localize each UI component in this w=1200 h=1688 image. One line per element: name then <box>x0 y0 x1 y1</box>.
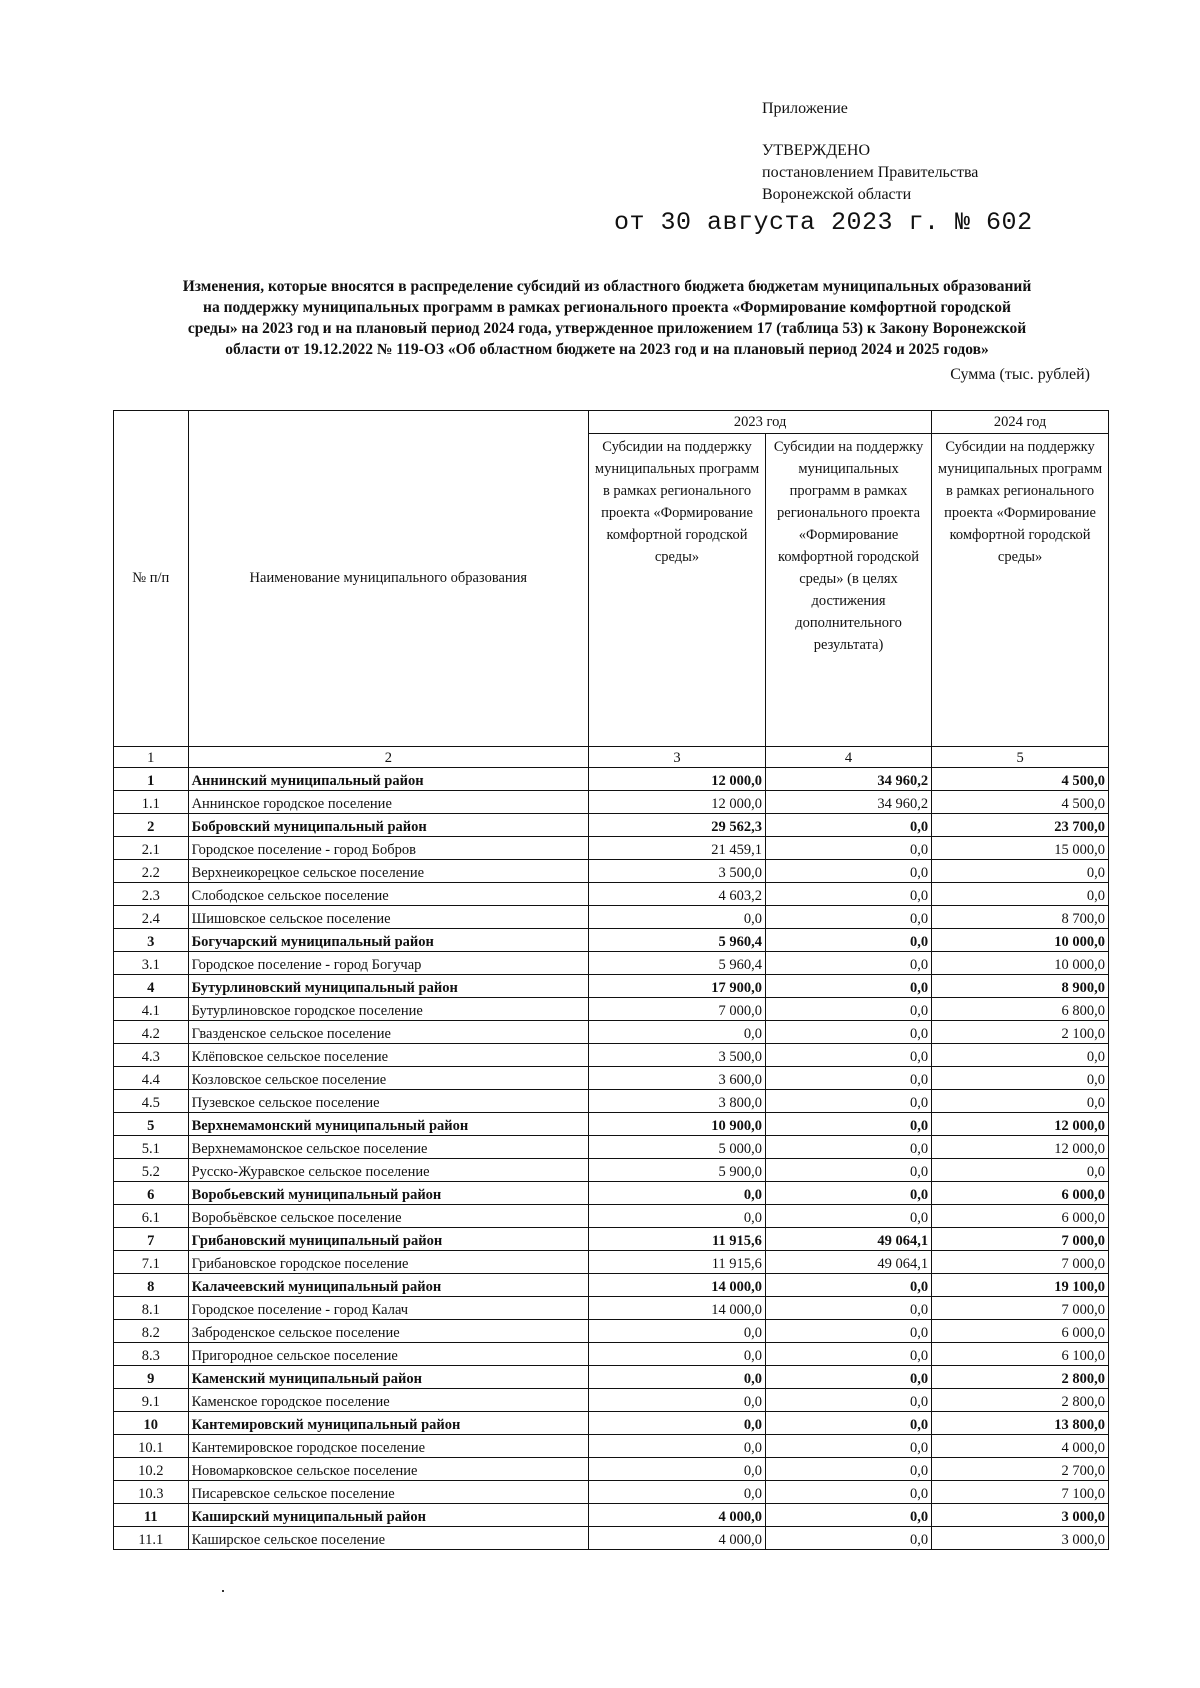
row-number: 9 <box>114 1366 189 1389</box>
title-line-1: Изменения, которые вносятся в распределение субсидий из областного бюджета бюджетам муниципальных образований <box>182 278 1032 295</box>
district-row <box>114 1228 1109 1251</box>
municipality-name: Аннинское городское поселение <box>188 791 589 814</box>
municipality-name: Русско-Журавское сельское поселение <box>188 1159 589 1182</box>
subsidy-2024-value: 4 000,0 <box>932 1435 1109 1458</box>
settlement-row <box>114 1458 1109 1481</box>
subsidy-2023-value: 5 960,4 <box>589 952 766 975</box>
row-number: 4.2 <box>114 1021 189 1044</box>
subsidy-2024-value: 2 800,0 <box>932 1366 1109 1389</box>
municipality-name: Городское поселение - город Бобров <box>188 837 589 860</box>
subsidy-2024-value: 10 000,0 <box>932 929 1109 952</box>
subsidy-2023-additional-value: 0,0 <box>765 1481 931 1504</box>
subsidy-2023-additional-value: 0,0 <box>765 1504 931 1527</box>
approved-label: УТВЕРЖДЕНО <box>762 142 871 159</box>
municipality-name: Верхнемамонское сельское поселение <box>188 1136 589 1159</box>
municipality-name: Каширское сельское поселение <box>188 1527 589 1550</box>
row-number: 11.1 <box>114 1527 189 1550</box>
header-year-2024: 2024 год <box>932 411 1109 434</box>
municipality-name: Писаревское сельское поселение <box>188 1481 589 1504</box>
row-number: 2.4 <box>114 906 189 929</box>
settlement-row <box>114 1159 1109 1182</box>
title-line-3: среды» на 2023 год и на плановый период 2024 года, утвержденное приложением 17 (таблица 53) к Закону Воронежской <box>187 320 1027 337</box>
subsidy-2023-additional-value: 0,0 <box>765 1320 931 1343</box>
municipality-name: Верхнемамонский муниципальный район <box>188 1113 589 1136</box>
subsidy-2023-additional-value: 0,0 <box>765 1274 931 1297</box>
subsidy-2023-additional-value: 0,0 <box>765 814 931 837</box>
settlement-row <box>114 1297 1109 1320</box>
municipality-name: Заброденское сельское поселение <box>188 1320 589 1343</box>
subsidy-2023-additional-value: 0,0 <box>765 1412 931 1435</box>
row-number: 8.3 <box>114 1343 189 1366</box>
subsidy-2023-value: 5 960,4 <box>589 929 766 952</box>
subsidy-2024-value: 3 000,0 <box>932 1527 1109 1550</box>
subsidy-2023-additional-value: 0,0 <box>765 883 931 906</box>
header-number: № п/п <box>114 411 189 747</box>
row-number: 4 <box>114 975 189 998</box>
row-number: 2.2 <box>114 860 189 883</box>
subsidy-2023-additional-value: 0,0 <box>765 1435 931 1458</box>
settlement-row <box>114 1067 1109 1090</box>
subsidy-2023-additional-value: 0,0 <box>765 906 931 929</box>
row-number: 3.1 <box>114 952 189 975</box>
subsidy-2023-value: 4 000,0 <box>589 1504 766 1527</box>
row-number: 8.1 <box>114 1297 189 1320</box>
subsidy-2023-value: 0,0 <box>589 1343 766 1366</box>
municipality-name: Каменское городское поселение <box>188 1389 589 1412</box>
subsidy-2023-value: 0,0 <box>589 1366 766 1389</box>
subsidy-2024-value: 0,0 <box>932 1090 1109 1113</box>
subsidy-2023-value: 4 603,2 <box>589 883 766 906</box>
subsidy-2024-value: 0,0 <box>932 1044 1109 1067</box>
municipality-name: Клёповское сельское поселение <box>188 1044 589 1067</box>
subsidy-2023-value: 14 000,0 <box>589 1274 766 1297</box>
column-number: 1 <box>114 747 189 768</box>
subsidy-2023-additional-value: 0,0 <box>765 1205 931 1228</box>
municipality-name: Каширский муниципальный район <box>188 1504 589 1527</box>
subsidy-2024-value: 0,0 <box>932 1159 1109 1182</box>
row-number: 4.1 <box>114 998 189 1021</box>
subsidy-2023-additional-value: 0,0 <box>765 952 931 975</box>
subsidy-2023-additional-value: 0,0 <box>765 1159 931 1182</box>
subsidy-2023-additional-value: 34 960,2 <box>765 791 931 814</box>
subsidy-2023-additional-value: 0,0 <box>765 975 931 998</box>
row-number: 2.1 <box>114 837 189 860</box>
subsidy-2023-value: 4 000,0 <box>589 1527 766 1550</box>
subsidy-2023-additional-value: 0,0 <box>765 1044 931 1067</box>
subsidy-2024-value: 0,0 <box>932 1067 1109 1090</box>
subsidy-2024-value: 4 500,0 <box>932 768 1109 791</box>
settlement-row <box>114 906 1109 929</box>
municipality-name: Городское поселение - город Калач <box>188 1297 589 1320</box>
approved-by-line2: Воронежской области <box>762 186 912 203</box>
district-row <box>114 1504 1109 1527</box>
settlement-row <box>114 1320 1109 1343</box>
column-number-row <box>114 747 1109 768</box>
settlement-row <box>114 1389 1109 1412</box>
settlement-row <box>114 1044 1109 1067</box>
approved-by-line1: постановлением Правительства <box>762 164 979 181</box>
subsidy-2023-additional-value: 34 960,2 <box>765 768 931 791</box>
subsidy-2023-value: 0,0 <box>589 1320 766 1343</box>
subsidy-2023-value: 29 562,3 <box>589 814 766 837</box>
row-number: 6 <box>114 1182 189 1205</box>
settlement-row <box>114 998 1109 1021</box>
subsidy-2024-value: 23 700,0 <box>932 814 1109 837</box>
settlement-row <box>114 952 1109 975</box>
municipality-name: Грибановское городское поселение <box>188 1251 589 1274</box>
subsidy-2023-additional-value: 0,0 <box>765 929 931 952</box>
subsidy-2024-value: 2 800,0 <box>932 1389 1109 1412</box>
row-number: 1.1 <box>114 791 189 814</box>
subsidy-2023-value: 10 900,0 <box>589 1113 766 1136</box>
subsidy-2023-value: 3 500,0 <box>589 1044 766 1067</box>
subsidy-2023-value: 17 900,0 <box>589 975 766 998</box>
title-line-4: области от 19.12.2022 № 119-ОЗ «Об областном бюджете на 2023 год и на плановый период 2024 и 2025 годов» <box>225 341 989 358</box>
subsidy-2023-value: 5 000,0 <box>589 1136 766 1159</box>
subsidy-2023-additional-value: 0,0 <box>765 1113 931 1136</box>
subsidy-2023-value: 11 915,6 <box>589 1251 766 1274</box>
subsidy-2023-additional-value: 49 064,1 <box>765 1251 931 1274</box>
subsidy-2023-additional-value: 0,0 <box>765 1297 931 1320</box>
municipality-name: Верхнеикорецкое сельское поселение <box>188 860 589 883</box>
header-subsidy-2023: Субсидии на поддержку муниципальных программ в рамках регионального проекта «Формирование комфортной городской среды» <box>589 434 766 747</box>
municipality-name: Городское поселение - город Богучар <box>188 952 589 975</box>
subsidy-2024-value: 6 000,0 <box>932 1182 1109 1205</box>
subsidy-2024-value: 13 800,0 <box>932 1412 1109 1435</box>
subsidy-2023-value: 0,0 <box>589 1182 766 1205</box>
row-number: 11 <box>114 1504 189 1527</box>
municipality-name: Кантемировское городское поселение <box>188 1435 589 1458</box>
subsidy-table <box>113 410 1109 1550</box>
subsidy-2023-additional-value: 0,0 <box>765 1366 931 1389</box>
subsidy-2023-value: 12 000,0 <box>589 768 766 791</box>
municipality-name: Воробьевский муниципальный район <box>188 1182 589 1205</box>
municipality-name: Гвазденское сельское поселение <box>188 1021 589 1044</box>
row-number: 9.1 <box>114 1389 189 1412</box>
municipality-name: Бутурлиновский муниципальный район <box>188 975 589 998</box>
subsidy-2023-value: 0,0 <box>589 1389 766 1412</box>
row-number: 7.1 <box>114 1251 189 1274</box>
column-number: 5 <box>932 747 1109 768</box>
row-number: 3 <box>114 929 189 952</box>
subsidy-2023-value: 12 000,0 <box>589 791 766 814</box>
subsidy-2023-value: 0,0 <box>589 1412 766 1435</box>
municipality-name: Грибановский муниципальный район <box>188 1228 589 1251</box>
header-subsidy-2023-additional: Субсидии на поддержку муниципальных программ в рамках регионального проекта «Формирование комфортной городской среды» (в целях достижения дополнительного результата) <box>765 434 931 747</box>
subsidy-2024-value: 15 000,0 <box>932 837 1109 860</box>
subsidy-2023-value: 0,0 <box>589 1435 766 1458</box>
subsidy-2023-additional-value: 0,0 <box>765 1458 931 1481</box>
subsidy-2024-value: 7 000,0 <box>932 1251 1109 1274</box>
district-row <box>114 1182 1109 1205</box>
settlement-row <box>114 1205 1109 1228</box>
settlement-row <box>114 860 1109 883</box>
subsidy-2024-value: 8 700,0 <box>932 906 1109 929</box>
row-number: 5 <box>114 1113 189 1136</box>
header-subsidy-2024: Субсидии на поддержку муниципальных программ в рамках регионального проекта «Формирование комфортной городской среды» <box>932 434 1109 747</box>
subsidy-2023-value: 7 000,0 <box>589 998 766 1021</box>
subsidy-2023-value: 3 500,0 <box>589 860 766 883</box>
row-number: 1 <box>114 768 189 791</box>
subsidy-2024-value: 7 000,0 <box>932 1297 1109 1320</box>
district-row <box>114 1274 1109 1297</box>
appendix-label: Приложение <box>762 100 848 117</box>
subsidy-2023-additional-value: 0,0 <box>765 1343 931 1366</box>
subsidy-2023-additional-value: 0,0 <box>765 1182 931 1205</box>
district-row <box>114 814 1109 837</box>
district-row <box>114 929 1109 952</box>
row-number: 8 <box>114 1274 189 1297</box>
municipality-name: Бобровский муниципальный район <box>188 814 589 837</box>
settlement-row <box>114 1343 1109 1366</box>
row-number: 6.1 <box>114 1205 189 1228</box>
header-year-2023: 2023 год <box>589 411 932 434</box>
municipality-name: Пузевское сельское поселение <box>188 1090 589 1113</box>
district-row <box>114 1366 1109 1389</box>
header-municipality-name: Наименование муниципального образования <box>188 411 589 747</box>
settlement-row <box>114 791 1109 814</box>
units-label: Сумма (тыс. рублей) <box>950 366 1090 383</box>
subsidy-2024-value: 0,0 <box>932 860 1109 883</box>
scan-speck <box>222 1590 224 1592</box>
municipality-name: Кантемировский муниципальный район <box>188 1412 589 1435</box>
row-number: 5.1 <box>114 1136 189 1159</box>
subsidy-2024-value: 4 500,0 <box>932 791 1109 814</box>
subsidy-2023-additional-value: 0,0 <box>765 998 931 1021</box>
subsidy-2024-value: 12 000,0 <box>932 1136 1109 1159</box>
title-line-2: на поддержку муниципальных программ в рамках регионального проекта «Формирование комфортной городской <box>203 299 1011 316</box>
subsidy-2024-value: 8 900,0 <box>932 975 1109 998</box>
subsidy-2023-additional-value: 0,0 <box>765 1527 931 1550</box>
subsidy-2024-value: 7 000,0 <box>932 1228 1109 1251</box>
subsidy-2023-value: 14 000,0 <box>589 1297 766 1320</box>
subsidy-2023-additional-value: 49 064,1 <box>765 1228 931 1251</box>
subsidy-2024-value: 6 000,0 <box>932 1320 1109 1343</box>
subsidy-2023-additional-value: 0,0 <box>765 1021 931 1044</box>
row-number: 8.2 <box>114 1320 189 1343</box>
subsidy-2024-value: 12 000,0 <box>932 1113 1109 1136</box>
subsidy-2023-value: 21 459,1 <box>589 837 766 860</box>
municipality-name: Козловское сельское поселение <box>188 1067 589 1090</box>
row-number: 10 <box>114 1412 189 1435</box>
settlement-row <box>114 837 1109 860</box>
subsidy-2023-value: 0,0 <box>589 1481 766 1504</box>
row-number: 4.4 <box>114 1067 189 1090</box>
subsidy-2024-value: 6 000,0 <box>932 1205 1109 1228</box>
subsidy-2024-value: 10 000,0 <box>932 952 1109 975</box>
subsidy-2023-additional-value: 0,0 <box>765 1389 931 1412</box>
municipality-name: Пригородное сельское поселение <box>188 1343 589 1366</box>
subsidy-2023-additional-value: 0,0 <box>765 1067 931 1090</box>
district-row <box>114 768 1109 791</box>
row-number: 5.2 <box>114 1159 189 1182</box>
municipality-name: Аннинский муниципальный район <box>188 768 589 791</box>
municipality-name: Калачеевский муниципальный район <box>188 1274 589 1297</box>
municipality-name: Каменский муниципальный район <box>188 1366 589 1389</box>
subsidy-2024-value: 6 800,0 <box>932 998 1109 1021</box>
subsidy-2024-value: 19 100,0 <box>932 1274 1109 1297</box>
row-number: 2 <box>114 814 189 837</box>
settlement-row <box>114 1021 1109 1044</box>
settlement-row <box>114 1090 1109 1113</box>
settlement-row <box>114 1481 1109 1504</box>
municipality-name: Слободское сельское поселение <box>188 883 589 906</box>
municipality-name: Новомарковское сельское поселение <box>188 1458 589 1481</box>
document-title <box>112 276 1102 360</box>
municipality-name: Бутурлиновское городское поселение <box>188 998 589 1021</box>
municipality-name: Шишовское сельское поселение <box>188 906 589 929</box>
row-number: 7 <box>114 1228 189 1251</box>
subsidy-2023-additional-value: 0,0 <box>765 1136 931 1159</box>
subsidy-2023-value: 11 915,6 <box>589 1228 766 1251</box>
municipality-name: Богучарский муниципальный район <box>188 929 589 952</box>
district-row <box>114 1412 1109 1435</box>
subsidy-2023-additional-value: 0,0 <box>765 1090 931 1113</box>
subsidy-2023-value: 5 900,0 <box>589 1159 766 1182</box>
column-number: 4 <box>765 747 931 768</box>
settlement-row <box>114 1251 1109 1274</box>
district-row <box>114 1113 1109 1136</box>
subsidy-2023-value: 0,0 <box>589 1458 766 1481</box>
decree-date-number: от 30 августа 2023 г. № 602 <box>614 208 1033 237</box>
municipality-name: Воробьёвское сельское поселение <box>188 1205 589 1228</box>
subsidy-2023-value: 0,0 <box>589 1205 766 1228</box>
row-number: 10.2 <box>114 1458 189 1481</box>
subsidy-2023-value: 0,0 <box>589 1021 766 1044</box>
table-body <box>114 768 1109 1550</box>
column-number: 2 <box>188 747 589 768</box>
column-number: 3 <box>589 747 766 768</box>
row-number: 4.3 <box>114 1044 189 1067</box>
subsidy-2024-value: 0,0 <box>932 883 1109 906</box>
subsidy-2023-additional-value: 0,0 <box>765 860 931 883</box>
settlement-row <box>114 883 1109 906</box>
district-row <box>114 975 1109 998</box>
subsidy-2024-value: 2 100,0 <box>932 1021 1109 1044</box>
row-number: 4.5 <box>114 1090 189 1113</box>
subsidy-2024-value: 3 000,0 <box>932 1504 1109 1527</box>
row-number: 10.3 <box>114 1481 189 1504</box>
subsidy-2023-value: 3 800,0 <box>589 1090 766 1113</box>
settlement-row <box>114 1136 1109 1159</box>
settlement-row <box>114 1435 1109 1458</box>
approval-block <box>614 98 1033 237</box>
row-number: 2.3 <box>114 883 189 906</box>
subsidy-2023-value: 0,0 <box>589 906 766 929</box>
row-number: 10.1 <box>114 1435 189 1458</box>
subsidy-2024-value: 7 100,0 <box>932 1481 1109 1504</box>
subsidy-2023-value: 3 600,0 <box>589 1067 766 1090</box>
subsidy-2024-value: 2 700,0 <box>932 1458 1109 1481</box>
subsidy-2024-value: 6 100,0 <box>932 1343 1109 1366</box>
subsidy-2023-additional-value: 0,0 <box>765 837 931 860</box>
settlement-row <box>114 1527 1109 1550</box>
